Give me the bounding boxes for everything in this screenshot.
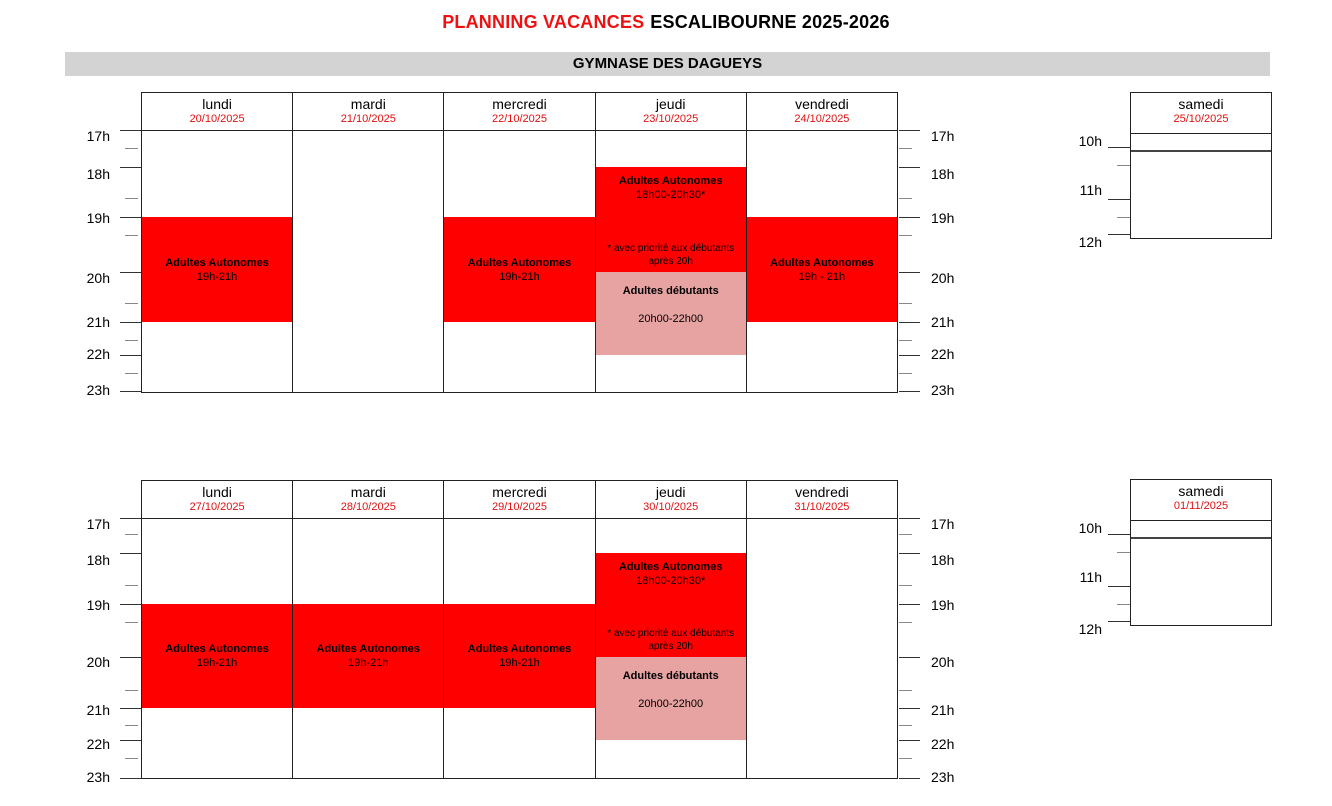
tick: [125, 148, 138, 149]
event-time: 20h00-22h00: [638, 313, 704, 325]
day-date: 27/10/2025: [189, 501, 245, 513]
day-name: samedi: [1178, 483, 1224, 499]
saturday-body: [1131, 152, 1271, 238]
tick: [899, 740, 920, 741]
event-time: 19h - 21h: [798, 270, 846, 283]
event-time: 19h-21h: [499, 657, 540, 669]
event-block-adultes-autonomes-jeudi: [596, 167, 746, 272]
page-title: [0, 12, 1332, 33]
event-note-line1: * avec priorité aux débutants: [607, 628, 735, 639]
time-label: 11h: [1079, 569, 1102, 585]
event-main: [619, 560, 723, 588]
day-date: 01/11/2025: [1173, 500, 1229, 512]
tick: [899, 725, 912, 726]
tick: [125, 303, 138, 304]
page-title-highlight: PLANNING VACANCES: [442, 12, 645, 32]
tick: [899, 130, 920, 131]
day-date: 23/10/2025: [643, 113, 699, 125]
tick: [899, 622, 912, 623]
tick: [899, 217, 920, 218]
day-name: mardi: [350, 484, 386, 500]
time-label: 18h: [86, 552, 110, 568]
tick: [120, 391, 141, 392]
day-date: 21/10/2025: [340, 113, 396, 125]
event-block-adultes-autonomes: [747, 217, 897, 322]
event-time: 18h00-20h30*: [636, 575, 706, 587]
time-label: 20h: [86, 654, 110, 670]
week2-body: [141, 519, 898, 779]
day-column-jeudi: [596, 131, 747, 392]
day-header-lundi: [142, 481, 293, 518]
day-name: vendredi: [795, 484, 849, 500]
time-label: 11h: [1079, 182, 1102, 198]
tick: [125, 534, 138, 535]
event-title: Adultes Autonomes: [770, 256, 874, 269]
gym-banner: GYMNASE DES DAGUEYS: [65, 52, 1270, 76]
tick: [120, 657, 141, 658]
time-label: 20h: [86, 270, 110, 286]
time-label: 17h: [86, 516, 110, 532]
tick: [120, 708, 141, 709]
event-title: Adultes Autonomes: [316, 643, 421, 655]
week1-grid: [141, 92, 898, 393]
tick: [125, 340, 138, 341]
event-title: Adultes débutants: [622, 670, 719, 682]
event-title: Adultes Autonomes: [165, 643, 269, 655]
day-name: mercredi: [492, 96, 547, 112]
day-date: 30/10/2025: [643, 501, 699, 513]
tick: [125, 690, 138, 691]
day-header-lundi: [142, 93, 293, 130]
event-time: 18h00-20h30*: [636, 189, 706, 201]
saturday-pre-row: [1131, 134, 1271, 152]
event-block-adultes-autonomes: [142, 217, 292, 322]
tick: [120, 740, 141, 741]
time-label: 20h: [931, 654, 955, 670]
tick: [1117, 165, 1130, 166]
event-block-adultes-debutants: [596, 657, 746, 740]
day-name: samedi: [1178, 96, 1224, 112]
day-name: lundi: [202, 484, 232, 500]
event-title: Adultes Autonomes: [467, 256, 572, 269]
day-date: 22/10/2025: [491, 113, 548, 125]
tick: [125, 622, 138, 623]
tick: [120, 217, 141, 218]
time-label: 19h: [931, 597, 955, 613]
day-column-mercredi: [444, 519, 595, 778]
time-label: 18h: [86, 166, 110, 182]
day-header-jeudi: [596, 93, 747, 130]
event-title: Adultes Autonomes: [618, 561, 723, 573]
event-note-line2: après 20h: [648, 256, 693, 267]
time-label: 19h: [86, 597, 110, 613]
day-name: jeudi: [655, 484, 686, 500]
event-note-line1: * avec priorité aux débutants: [607, 243, 735, 254]
day-header-mardi: [293, 93, 444, 130]
tick: [125, 725, 138, 726]
tick: [899, 198, 912, 199]
time-label: 12h: [1078, 621, 1102, 637]
time-label: 21h: [86, 314, 110, 330]
tick: [899, 322, 920, 323]
day-date: 25/10/2025: [1173, 113, 1229, 125]
time-label: 22h: [86, 736, 110, 752]
day-name: mercredi: [492, 484, 547, 500]
event-time: 19h-21h: [499, 270, 540, 283]
time-label: 23h: [86, 769, 110, 785]
tick: [1108, 534, 1130, 535]
event-note: [607, 242, 734, 268]
tick: [899, 604, 920, 605]
tick: [899, 355, 920, 356]
event-time: 19h-21h: [196, 657, 238, 669]
event-block-adultes-autonomes: [293, 604, 443, 708]
event-time: 19h-21h: [348, 657, 389, 669]
tick: [120, 778, 141, 779]
week2-header: [141, 480, 898, 519]
tick: [1108, 586, 1130, 587]
tick: [899, 272, 920, 273]
day-date: 24/10/2025: [794, 113, 850, 125]
tick: [1108, 621, 1130, 622]
tick: [120, 272, 141, 273]
time-label: 12h: [1078, 234, 1102, 250]
tick: [1117, 604, 1130, 605]
time-label: 21h: [931, 702, 955, 718]
tick: [899, 657, 920, 658]
day-name: lundi: [202, 96, 232, 112]
event-time: 19h-21h: [196, 270, 238, 283]
time-label: 19h: [931, 210, 955, 226]
day-column-vendredi: [747, 519, 897, 778]
page-title-rest: ESCALIBOURNE 2025-2026: [650, 12, 890, 32]
saturday-pre-row: [1131, 521, 1271, 539]
tick: [125, 758, 138, 759]
time-label: 10h: [1078, 133, 1102, 149]
time-label: 10h: [1078, 520, 1102, 536]
time-label: 23h: [931, 769, 955, 785]
tick: [1108, 199, 1130, 200]
tick: [120, 518, 141, 519]
time-label: 22h: [86, 346, 110, 362]
day-column-lundi: [142, 131, 293, 392]
event-block-adultes-autonomes: [444, 604, 594, 708]
time-label: 17h: [931, 128, 955, 144]
event-note: [607, 627, 734, 653]
day-header-mardi: [293, 481, 444, 518]
time-label: 21h: [86, 702, 110, 718]
event-block-adultes-autonomes: [444, 217, 594, 322]
day-column-mardi: [293, 519, 444, 778]
tick: [125, 373, 138, 374]
day-date: 20/10/2025: [189, 113, 245, 125]
tick: [125, 198, 138, 199]
time-label: 22h: [931, 736, 955, 752]
day-date: 31/10/2025: [794, 501, 850, 513]
day-header-jeudi: [596, 481, 747, 518]
time-label: 23h: [86, 382, 110, 398]
saturday-box-week1: [1130, 92, 1272, 239]
day-column-mercredi: [444, 131, 595, 392]
tick: [899, 778, 920, 779]
tick: [1108, 147, 1130, 148]
tick: [899, 758, 912, 759]
event-block-adultes-autonomes: [142, 604, 292, 708]
tick: [899, 518, 920, 519]
tick: [120, 553, 141, 554]
week1-header: [141, 92, 898, 131]
tick: [125, 585, 138, 586]
week2-grid: [141, 480, 898, 779]
tick: [899, 148, 912, 149]
week1-body: [141, 131, 898, 393]
day-header-vendredi: [747, 481, 897, 518]
time-label: 18h: [931, 166, 955, 182]
day-header-vendredi: [747, 93, 897, 130]
tick: [899, 690, 912, 691]
time-label: 17h: [86, 128, 110, 144]
day-column-jeudi: [596, 519, 747, 778]
day-name: jeudi: [655, 96, 686, 112]
tick: [899, 373, 912, 374]
event-block-adultes-debutants: [596, 272, 746, 355]
tick: [120, 604, 141, 605]
day-name: mardi: [350, 96, 386, 112]
tick: [1108, 234, 1130, 235]
time-label: 20h: [931, 270, 955, 286]
event-time: 20h00-22h00: [638, 698, 704, 710]
saturday-box-week2: [1130, 479, 1272, 626]
tick: [120, 322, 141, 323]
tick: [899, 585, 912, 586]
tick: [125, 235, 138, 236]
time-label: 19h: [86, 210, 110, 226]
day-date: 28/10/2025: [340, 501, 396, 513]
saturday-body: [1131, 539, 1271, 625]
time-label: 21h: [931, 314, 955, 330]
day-header-samedi: [1131, 96, 1271, 134]
tick: [120, 167, 141, 168]
day-column-lundi: [142, 519, 293, 778]
event-title: Adultes Autonomes: [165, 256, 269, 269]
day-header-mercredi: [444, 93, 595, 130]
time-label: 23h: [931, 382, 955, 398]
tick: [899, 553, 920, 554]
event-title: Adultes Autonomes: [618, 175, 723, 187]
tick: [899, 303, 912, 304]
day-column-mardi: [293, 131, 444, 392]
tick: [1117, 217, 1130, 218]
event-note-line2: après 20h: [648, 641, 693, 652]
day-date: 29/10/2025: [491, 501, 548, 513]
tick: [899, 340, 912, 341]
time-label: 22h: [931, 346, 955, 362]
event-main: [619, 174, 723, 202]
event-title: Adultes débutants: [622, 285, 719, 297]
tick: [899, 167, 920, 168]
day-header-samedi: [1131, 483, 1271, 521]
tick: [899, 235, 912, 236]
event-block-adultes-autonomes-jeudi: [596, 553, 746, 657]
time-label: 17h: [931, 516, 955, 532]
tick: [899, 708, 920, 709]
day-column-vendredi: [747, 131, 897, 392]
time-label: 18h: [931, 552, 955, 568]
tick: [899, 534, 912, 535]
tick: [120, 355, 141, 356]
day-header-mercredi: [444, 481, 595, 518]
day-name: vendredi: [795, 96, 849, 112]
tick: [120, 130, 141, 131]
event-title: Adultes Autonomes: [467, 643, 572, 655]
tick: [1117, 552, 1130, 553]
tick: [899, 391, 920, 392]
